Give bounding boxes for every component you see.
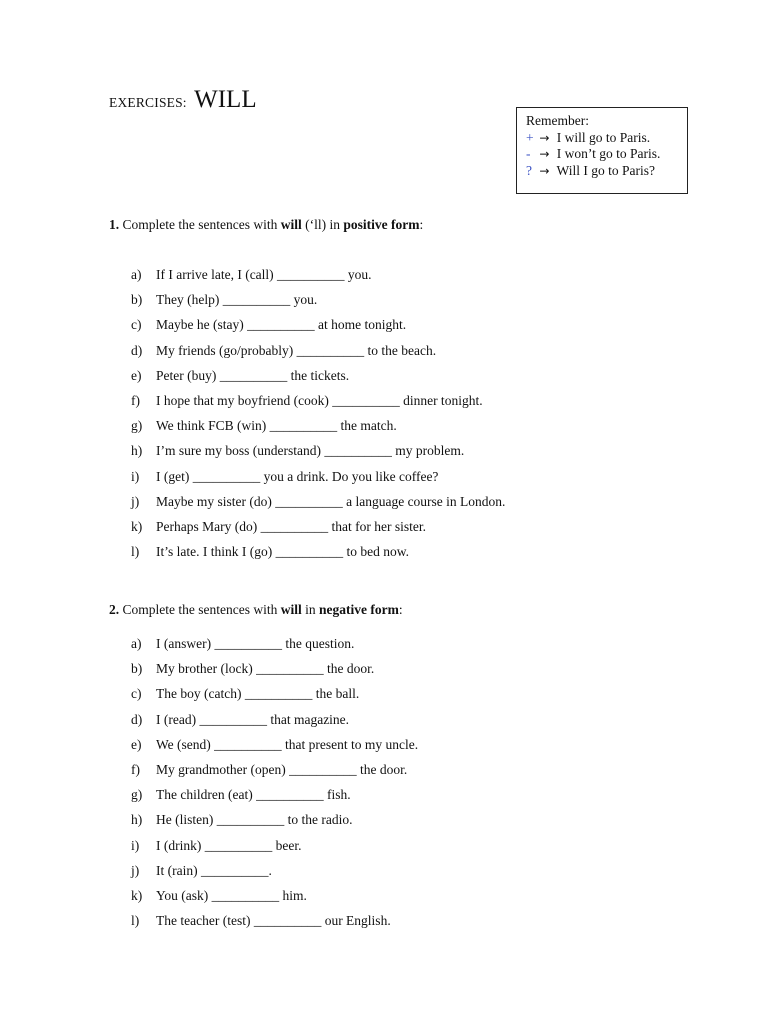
item-marker: j) bbox=[131, 862, 140, 878]
item-marker: h) bbox=[131, 812, 143, 828]
exercise-item bbox=[131, 393, 505, 418]
item-marker: c) bbox=[131, 686, 142, 702]
item-marker: k) bbox=[131, 518, 143, 534]
item-sentence: The teacher (test) __________ our English. bbox=[156, 913, 391, 929]
item-marker: l) bbox=[131, 544, 140, 560]
section-1-list bbox=[131, 267, 505, 569]
page-title bbox=[109, 86, 257, 114]
section-2-list bbox=[131, 636, 418, 938]
exercise-item bbox=[131, 913, 418, 938]
item-marker: d) bbox=[131, 711, 143, 727]
exercise-item bbox=[131, 812, 418, 837]
item-sentence: My grandmother (open) __________ the door. bbox=[156, 761, 408, 777]
exercise-item bbox=[131, 519, 505, 544]
item-marker: g) bbox=[131, 787, 143, 803]
item-sentence: I (answer) __________ the question. bbox=[156, 636, 355, 651]
item-sentence: I’m sure my boss (understand) __________ my problem. bbox=[156, 443, 465, 459]
item-marker: b) bbox=[131, 661, 143, 677]
plus-symbol: + bbox=[526, 129, 534, 145]
exercise-item bbox=[131, 469, 505, 494]
remember-example: I won’t go to Paris. bbox=[556, 146, 661, 161]
instruction-text: Complete the sentences with bbox=[119, 217, 281, 232]
item-marker: j) bbox=[131, 493, 140, 509]
remember-row-negative bbox=[526, 146, 687, 163]
item-sentence: My friends (go/probably) __________ to the beach. bbox=[156, 342, 437, 358]
item-marker: k) bbox=[131, 887, 143, 903]
remember-row-question bbox=[526, 163, 687, 180]
instruction-text: Complete the sentences with bbox=[119, 602, 281, 617]
section-1-instruction bbox=[109, 217, 423, 233]
item-marker: f) bbox=[131, 761, 140, 777]
exercise-item bbox=[131, 762, 418, 787]
item-marker: g) bbox=[131, 418, 143, 434]
item-sentence: The children (eat) __________ fish. bbox=[156, 787, 351, 803]
item-sentence: It’s late. I think I (go) __________ to bed now. bbox=[156, 544, 409, 560]
section-number: 1. bbox=[109, 217, 120, 232]
item-marker: f) bbox=[131, 392, 140, 408]
exercise-item bbox=[131, 686, 418, 711]
exercise-item bbox=[131, 712, 418, 737]
exercise-item bbox=[131, 494, 505, 519]
title-word: WILL bbox=[194, 86, 257, 113]
remember-example: I will go to Paris. bbox=[556, 129, 651, 145]
item-marker: l) bbox=[131, 913, 140, 929]
item-marker: a) bbox=[131, 636, 142, 651]
title-prefix: EXERCISES: bbox=[109, 95, 187, 110]
exercise-item bbox=[131, 343, 505, 368]
instruction-text: (‘ll) in bbox=[301, 217, 344, 232]
exercise-item bbox=[131, 443, 505, 468]
remember-heading: Remember: bbox=[526, 113, 589, 128]
item-sentence: It (rain) __________. bbox=[156, 862, 272, 878]
item-marker: i) bbox=[131, 837, 140, 853]
exercise-item bbox=[131, 292, 505, 317]
item-marker: a) bbox=[131, 267, 142, 282]
minus-symbol: - bbox=[526, 146, 531, 161]
remember-row-positive bbox=[526, 130, 687, 147]
question-symbol: ? bbox=[526, 162, 532, 178]
item-sentence: I (get) __________ you a drink. Do you like coffee? bbox=[156, 468, 439, 484]
exercise-item bbox=[131, 838, 418, 863]
exercise-item bbox=[131, 636, 418, 661]
section-2-instruction bbox=[109, 602, 403, 618]
item-sentence: The boy (catch) __________ the ball. bbox=[156, 686, 360, 702]
item-marker: c) bbox=[131, 317, 142, 333]
instruction-text: : bbox=[419, 217, 424, 232]
arrow-right-icon: → bbox=[539, 163, 550, 178]
item-sentence: I (read) __________ that magazine. bbox=[156, 711, 350, 727]
item-sentence: If I arrive late, I (call) __________ you. bbox=[156, 267, 372, 282]
remember-box bbox=[516, 107, 688, 194]
arrow-right-icon: → bbox=[539, 147, 550, 161]
instruction-text: in bbox=[301, 602, 319, 617]
item-sentence: I hope that my boyfriend (cook) __________ dinner tonight. bbox=[156, 392, 483, 408]
item-marker: b) bbox=[131, 292, 143, 308]
item-sentence: Perhaps Mary (do) __________ that for her sister. bbox=[156, 518, 426, 534]
item-sentence: He (listen) __________ to the radio. bbox=[156, 812, 353, 828]
item-sentence: You (ask) __________ him. bbox=[156, 887, 307, 903]
arrow-right-icon: → bbox=[539, 130, 550, 145]
exercise-item bbox=[131, 863, 418, 888]
item-marker: e) bbox=[131, 367, 142, 383]
item-sentence: We think FCB (win) __________ the match. bbox=[156, 418, 397, 434]
item-marker: i) bbox=[131, 468, 140, 484]
section-number: 2. bbox=[109, 602, 120, 617]
exercise-item bbox=[131, 544, 505, 569]
item-sentence: Maybe he (stay) __________ at home tonight. bbox=[156, 317, 407, 333]
exercise-item bbox=[131, 737, 418, 762]
instruction-bold: negative form bbox=[319, 602, 399, 617]
item-marker: d) bbox=[131, 342, 143, 358]
item-sentence: My brother (lock) __________ the door. bbox=[156, 661, 375, 677]
exercise-item bbox=[131, 418, 505, 443]
exercise-item bbox=[131, 317, 505, 342]
exercise-item bbox=[131, 267, 505, 292]
item-sentence: Maybe my sister (do) __________ a language course in London. bbox=[156, 493, 506, 509]
exercise-item bbox=[131, 888, 418, 913]
item-marker: e) bbox=[131, 736, 142, 752]
item-marker: h) bbox=[131, 443, 143, 459]
remember-example: Will I go to Paris? bbox=[556, 162, 655, 178]
instruction-bold: will bbox=[280, 217, 302, 232]
instruction-text: : bbox=[398, 602, 403, 617]
item-sentence: We (send) __________ that present to my uncle. bbox=[156, 736, 419, 752]
item-sentence: I (drink) __________ beer. bbox=[156, 837, 302, 853]
exercise-item bbox=[131, 787, 418, 812]
exercise-item bbox=[131, 368, 505, 393]
item-sentence: Peter (buy) __________ the tickets. bbox=[156, 367, 350, 383]
item-sentence: They (help) __________ you. bbox=[156, 292, 318, 308]
exercise-item bbox=[131, 661, 418, 686]
instruction-bold: will bbox=[280, 602, 302, 617]
instruction-bold: positive form bbox=[343, 217, 420, 232]
